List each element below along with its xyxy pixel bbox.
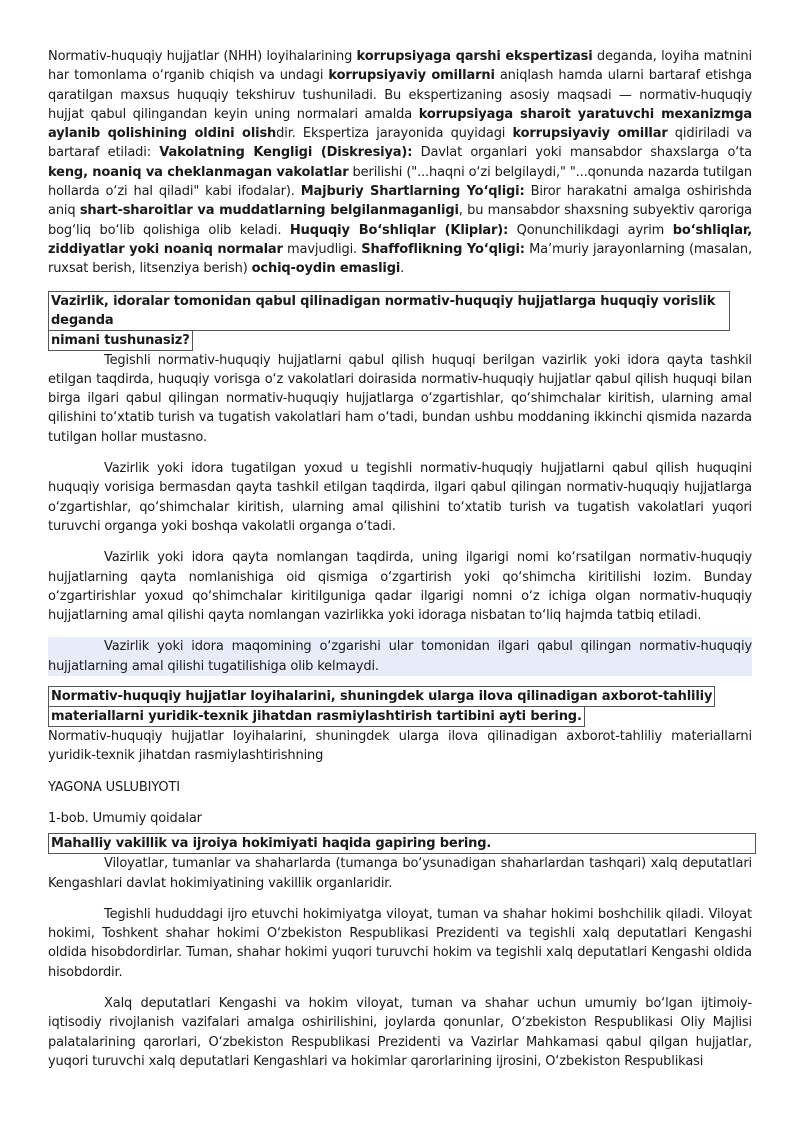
- question-1-line-2: nimani tushunasiz?: [48, 331, 193, 351]
- intro-text: Ma’muriy jarayonlarning (masalan, ruxsat berish, litsenziya berish): [48, 241, 753, 277]
- intro-text: , bu mansabdor shaxsning subyektiv qaroriga bog‘liq bo‘lib qolishiga olib keladi.: [48, 203, 752, 238]
- intro-bold: Shaffoflikning Yo‘qligi:: [361, 241, 525, 257]
- intro-text: mavjudligi.: [282, 241, 362, 257]
- intro-text: .: [400, 261, 405, 277]
- intro-text: aniqlash hamda ularni bartaraf etishga qaratilgan maxsus huquqiy tekshiruv tushuniladi. Bu ekspertizaning asosiy maqsadi — normativ-huquqiy hujjat qabul qilingandan keyin uning normalari amalda: [48, 68, 752, 122]
- intro-text: berilishi ("...haqni o‘zi belgilaydi," "...qonunda nazarda tutilgan hollarda o‘zi hal qiladi" kabi ifodalar).: [48, 164, 753, 200]
- intro-text: Davlat organlari yoki mansabdor shaxslarga o‘ta: [412, 145, 752, 161]
- intro-text: Biror harakatni amalga oshirishda aniq: [48, 184, 752, 219]
- answer-1-paragraph-4: Vazirlik yoki idora maqomining o‘zgarishi ular tomonidan ilgari qabul qilingan normativ-huquqiy hujjatlarning amal qilishi tugatilishiga olib kelmaydi.: [48, 637, 752, 676]
- intro-text: qidiriladi va bartaraf etiladi:: [48, 126, 753, 161]
- answer-1-paragraph-1: Tegishli normativ-huquqiy hujjatlarni qabul qilish huquqi berilgan vazirlik yoki idora qayta tashkil etilgan taqdirda, huquqiy vorisga o‘z vakolatlari doirasida normativ-huquqiy hujjatlar qabul qilish huquqi bilan birga ilgari qabul qilingan normativ-huquqiy hujjatlarga o‘zgartishlar, qo‘shimchalar kiritish, ularning amal qilishini to‘xtatib turish va tugatish vakolatlari ham o‘tadi, bundan ushbu moddaning ikkinchi qismida nazarda tutilgan hollar mustasno.: [48, 352, 752, 445]
- answer-3-paragraph-2: Tegishli hududdagi ijro etuvchi hokimiyatga viloyat, tuman va shahar hokimi boshchilik qiladi. Viloyat hokimi, Toshkent shahar hokimi O‘zbekiston Respublikasi Prezidenti va tegishli xalq deputatlari Kengashi oldida hisobdordirlar. Tuman, shahar hokimi yuqori turuvchi hokim va tegishli xalq deputatlari Kengashi oldida hisobdordir.: [48, 906, 752, 980]
- intro-bold: korrupsiyaga qarshi ekspertizasi: [356, 49, 593, 64]
- intro-bold: shart-sharoitlar va muddatlarning belgilanmaganligi: [79, 203, 459, 219]
- intro-bold: ochiq-oydin emasligi: [251, 261, 401, 277]
- answer-1-paragraph-3: Vazirlik yoki idora qayta nomlangan taqdirda, uning ilgarigi nomi ko‘rsatilgan normativ-huquqiy hujjatlarning qayta nomlanishiga oid qismiga o‘zgartirish yoki qo‘shimcha kiritilishi lozim. Bunday o‘zgartirishlar yoxud qo‘shimchalar kiritilguniga qadar ilgarigi nomni o‘z ichiga olgan normativ-huquqiy hujjatlarning amal qilishi qayta nomlangan vazirlikka yoki idoraga nisbatan to‘liq hajmda tatbiq etiladi.: [48, 550, 752, 624]
- question-2-line-1: Normativ-huquqiy hujjatlar loyihalarini, shuningdek ularga ilova qilinadigan axborot-tahliliy: [48, 686, 715, 707]
- answer-1-paragraph-2: Vazirlik yoki idora tugatilgan yoxud u tegishli normativ-huquqiy hujjatlarni qabul qilish huquqini huquqiy vorisiga bermasdan qayta tashkil etilgan taqdirda, ilgari qabul qilingan normativ-huquqiy hujjatlarga o‘zgartishlar, qo‘shimchalar kiritish, ularning amal qilishini to‘xtatib turish va tugatish vakolatlari yuqori turuvchi organga yoki boshqa vakolatli organga o‘tadi.: [48, 461, 752, 534]
- answer-3-paragraph-3: Xalq deputatlari Kengashi va hokim viloyat, tuman va shahar uchun umumiy bo‘lgan ijtimoiy-iqtisodiy rivojlanish vazifalari amalga oshirilishini, joylarda qonunlar, O‘zbekiston Respublikasi Oliy Majlisi palatalarining qarorlari, O‘zbekiston Respublikasi Prezidenti va Vazirlar Mahkamasi qabul qilgan hujjatlar, yuqori turuvchi xalq deputatlari Kengashlari va hokimlar qarorlarining ijrosini, O‘zbekiston Respublikasi: [48, 995, 752, 1069]
- intro-text: deganda, loyiha matnini har tomonlama o‘rganib chiqish va undagi: [48, 49, 752, 84]
- answer-2-heading: YAGONA USLUBIYOTI: [48, 779, 180, 795]
- intro-text: dir. Ekspertiza jarayonida quyidagi: [276, 126, 513, 142]
- question-1-line-1: Vazirlik, idoralar tomonidan qabul qilinadigan normativ-huquqiy hujjatlarga huquqiy vorislik deganda: [48, 291, 730, 331]
- question-2-line-2: materiallarni yuridik-texnik jihatdan rasmiylashtirish tartibini ayti bering.: [48, 707, 585, 727]
- intro-text: Normativ-huquqiy hujjatlar (NHH) loyihalarining: [48, 49, 357, 64]
- intro-bold: keng, noaniq va cheklanmagan vakolatlar: [48, 164, 349, 180]
- intro-bold: Majburiy Shartlarning Yo‘qligi:: [300, 184, 525, 200]
- intro-bold: bo‘shliqlar, ziddiyatlar yoki noaniq normalar: [48, 222, 752, 257]
- answer-2-paragraph: Normativ-huquqiy hujjatlar loyihalarini, shuningdek ularga ilova qilinadigan axborot-tahliliy materiallarni yuridik-texnik jihatdan rasmiylashtirishning: [48, 729, 752, 764]
- intro-bold: korrupsiyaviy omillar: [512, 126, 668, 142]
- question-2: [48, 686, 752, 727]
- question-1: [48, 291, 752, 351]
- intro-bold: korrupsiyaviy omillarni: [328, 68, 495, 84]
- question-3: [48, 833, 752, 854]
- answer-2-chapter: 1-bob. Umumiy qoidalar: [48, 810, 202, 826]
- question-3-line-1: Mahalliy vakillik va ijroiya hokimiyati haqida gapiring bering.: [48, 833, 756, 854]
- intro-paragraph: [48, 47, 752, 279]
- intro-bold: korrupsiyaga sharoit yaratuvchi mexanizmga aylanib qolishining oldini olish: [48, 106, 752, 142]
- intro-bold: Huquqiy Bo‘shliqlar (Kliplar):: [289, 222, 509, 238]
- answer-3-paragraph-1: Viloyatlar, tumanlar va shaharlarda (tumanga bo‘ysunadigan shaharlardan tashqari) xalq deputatlari Kengashlari davlat hokimiyatining vakillik organlaridir.: [48, 856, 752, 891]
- intro-text: Qonunchilikdagi ayrim: [508, 222, 673, 238]
- intro-bold: Vakolatning Kengligi (Diskresiya):: [159, 145, 413, 161]
